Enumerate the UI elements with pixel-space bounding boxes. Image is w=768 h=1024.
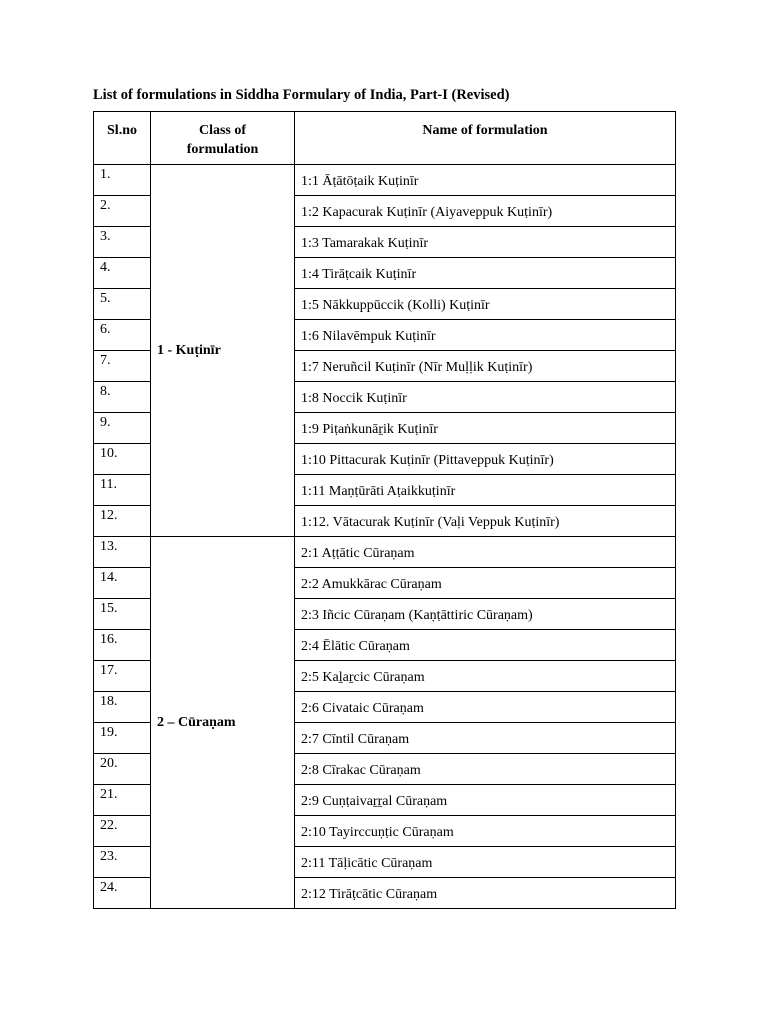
row-slno: 3. — [94, 227, 151, 258]
formulation-name: 2:2 Amukkārac Cūraṇam — [295, 568, 676, 599]
formulation-name: 2:11 Tāḷicātic Cūraṇam — [295, 847, 676, 878]
row-slno: 16. — [94, 630, 151, 661]
class-of-formulation-cell: 1 - Kuṭinīr — [151, 165, 295, 537]
header-slno: Sl.no — [94, 112, 151, 165]
row-slno: 14. — [94, 568, 151, 599]
row-slno: 23. — [94, 847, 151, 878]
formulation-name: 1:10 Pittacurak Kuṭinīr (Pittaveppuk Kuṭinīr) — [295, 444, 676, 475]
formulation-name: 2:5 Kaḻaṟcic Cūraṇam — [295, 661, 676, 692]
formulation-name: 1:7 Neruñcil Kuṭinīr (Nīr Muḷḷik Kuṭinīr) — [295, 351, 676, 382]
row-slno: 17. — [94, 661, 151, 692]
formulation-name: 1:1 Āṭātōṭaik Kuṭinīr — [295, 165, 676, 196]
formulation-name: 2:4 Ēlātic Cūraṇam — [295, 630, 676, 661]
formulation-name: 1:8 Noccik Kuṭinīr — [295, 382, 676, 413]
row-slno: 15. — [94, 599, 151, 630]
formulation-name: 1:11 Maṇṭūrāti Aṭaikkuṭinīr — [295, 475, 676, 506]
row-slno: 21. — [94, 785, 151, 816]
formulation-name: 1:9 Piṭaṅkunāṟik Kuṭinīr — [295, 413, 676, 444]
row-slno: 13. — [94, 537, 151, 568]
row-slno: 19. — [94, 723, 151, 754]
row-slno: 2. — [94, 196, 151, 227]
row-slno: 22. — [94, 816, 151, 847]
header-class: Class of formulation — [151, 112, 295, 165]
row-slno: 20. — [94, 754, 151, 785]
formulation-name: 1:4 Tirāṭcaik Kuṭinīr — [295, 258, 676, 289]
formulation-name: 2:3 Iñcic Cūraṇam (Kaṇṭāttiric Cūraṇam) — [295, 599, 676, 630]
row-slno: 24. — [94, 878, 151, 909]
row-slno: 9. — [94, 413, 151, 444]
formulation-name: 1:5 Nākkuppūccik (Kolli) Kuṭinīr — [295, 289, 676, 320]
table-row — [94, 537, 676, 568]
table-header-row — [94, 112, 676, 165]
formulation-name: 2:7 Cīntil Cūraṇam — [295, 723, 676, 754]
formulation-name: 1:6 Nilavēmpuk Kuṭinīr — [295, 320, 676, 351]
row-slno: 1. — [94, 165, 151, 196]
row-slno: 10. — [94, 444, 151, 475]
row-slno: 7. — [94, 351, 151, 382]
header-name: Name of formulation — [295, 112, 676, 165]
formulation-name: 1:2 Kapacurak Kuṭinīr (Aiyaveppuk Kuṭinīr) — [295, 196, 676, 227]
formulation-name: 2:8 Cīrakac Cūraṇam — [295, 754, 676, 785]
table-body — [94, 165, 676, 909]
formulation-name: 1:3 Tamarakak Kuṭinīr — [295, 227, 676, 258]
row-slno: 12. — [94, 506, 151, 537]
row-slno: 6. — [94, 320, 151, 351]
row-slno: 4. — [94, 258, 151, 289]
formulation-name: 2:6 Civataic Cūraṇam — [295, 692, 676, 723]
table-row — [94, 165, 676, 196]
row-slno: 11. — [94, 475, 151, 506]
row-slno: 18. — [94, 692, 151, 723]
formulation-name: 2:10 Tayirccuṇṭic Cūraṇam — [295, 816, 676, 847]
formulation-name: 2:1 Aṭṭātic Cūraṇam — [295, 537, 676, 568]
document-title: List of formulations in Siddha Formulary of India, Part-I (Revised) — [93, 87, 510, 103]
formulation-name: 2:12 Tirāṭcātic Cūraṇam — [295, 878, 676, 909]
formulation-name: 2:9 Cuṇṭaivaṟṟal Cūraṇam — [295, 785, 676, 816]
class-of-formulation-cell: 2 – Cūraṇam — [151, 537, 295, 909]
formulations-table — [93, 111, 676, 909]
row-slno: 5. — [94, 289, 151, 320]
formulation-name: 1:12. Vātacurak Kuṭinīr (Vaḷi Veppuk Kuṭinīr) — [295, 506, 676, 537]
row-slno: 8. — [94, 382, 151, 413]
